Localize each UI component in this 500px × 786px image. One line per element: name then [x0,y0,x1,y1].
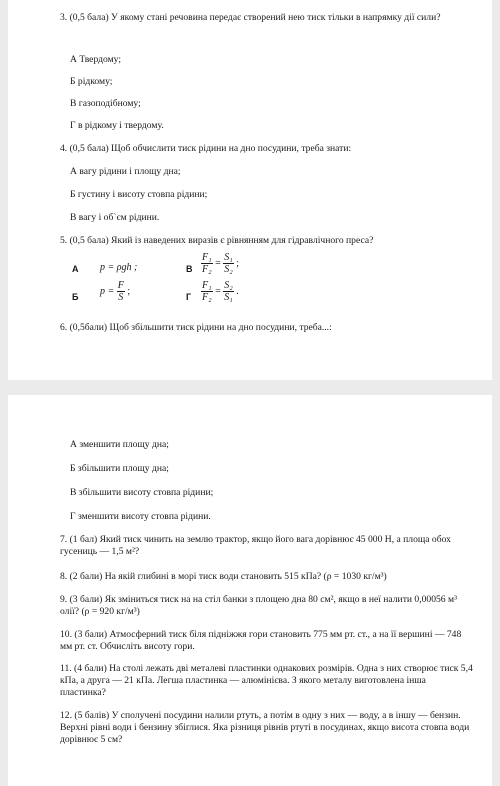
q4-option-c: В вагу і об`єм рідини. [70,212,160,223]
q6-option-b: Б збільшити площу дна; [70,463,169,474]
q5-formula-v [201,252,239,275]
q5-g-den2: S₁ [224,292,233,303]
q5-b-semi: ; [127,285,131,297]
question-9: 9. (3 бали) Як зміниться тиск на на стіл банки з площею дна 80 см², якщо в неї налити 0,00056 м³ олії? (ρ = 920 кг/м³) [60,594,457,617]
question-11: 11. (4 бали) На столі лежать дві металеві пластинки однакових розмірів. Одна з них створює тиск 5,4 кПа, а друга — 21 кПа. Легша пластинка — алюмінієва. З якого металу виготовлена інша пластинка? [60,663,473,698]
q4-option-a: А вагу рідини і площу дна; [70,166,181,177]
q5-b-lhs: p = [100,285,115,297]
q5-v-semi: ; [236,257,239,269]
q4-option-b: Б густину і висоту стовпа рідини; [70,189,208,200]
question-12: 12. (5 балів) У сполучені посудини налили ртуть, а потім в одну з них — воду, а в іншу — бензин. Верхні рівні води і бензину збіглися. Яка різниця рівнів ртуті в посудинах, якщо висота стовпа води дорівнює 5 см? [60,710,470,745]
question-6: 6. (0,5бали) Щоб збільшити тиск рідини на дно посудини, треба...: [60,322,332,333]
q5-letter-v: В [186,264,193,274]
q5-letter-g: Г [186,292,192,302]
worksheet-page-1 [8,0,492,380]
q5-v-num: F₁ [202,252,212,263]
q5-b-den: S [118,292,124,303]
q3-option-b: Б рідкому; [70,76,113,87]
q5-formula-a: p = ρgh ; [100,262,138,273]
question-7: 7. (1 бал) Який тиск чинить на землю трактор, якщо його вага дорівнює 45 000 Н, а площа обох гусениць — 1,5 м²? [60,534,451,557]
q5-letter-a: А [72,264,79,274]
question-10: 10. (3 бали) Атмосферний тиск біля підніжжя гори становить 775 мм рт. ст., а на її вершині — 748 мм рт. ст. Обчисліть висоту гори. [60,629,462,652]
q3-option-a: А Твердому; [70,54,122,65]
question-8: 8. (2 бали) На якій глибині в морі тиск води становить 515 кПа? (ρ = 1030 кг/м³) [60,571,387,582]
q5-g-dot: . [236,285,239,297]
worksheet-page-2 [8,395,492,786]
q5-v-den: F₂ [202,264,212,275]
question-3: 3. (0,5 бала) У якому стані речовина передає створений нею тиск тільки в напрямку дії сили? [60,12,441,23]
q5-g-eq: = [215,285,221,297]
q5-formula-g [201,280,239,303]
q3-option-c: В газоподібному; [70,98,141,109]
q5-letter-b: Б [72,292,79,302]
q5-g-den: F₂ [202,292,212,303]
q5-v-den2: S₂ [224,264,233,275]
q3-option-d: Г в рідкому і твердому. [70,120,164,131]
question-4: 4. (0,5 бала) Щоб обчислити тиск рідини на дно посудини, треба знати: [60,143,352,154]
q5-g-num2: S₂ [224,280,233,291]
q6-option-c: В збільшити висоту стовпа рідини; [70,487,214,498]
q5-g-num: F₁ [202,280,212,291]
q6-option-d: Г зменшити висоту стовпа рідини. [70,511,211,522]
q5-v-eq: = [215,257,221,269]
q5-b-num: F [117,280,124,291]
question-5: 5. (0,5 бала) Який із наведених виразів є рівнянням для гідравлічного преса? [60,235,374,246]
q5-formula-b [100,280,130,303]
q5-v-num2: S₁ [224,252,233,263]
q6-option-a: А зменшити площу дна; [70,439,169,450]
